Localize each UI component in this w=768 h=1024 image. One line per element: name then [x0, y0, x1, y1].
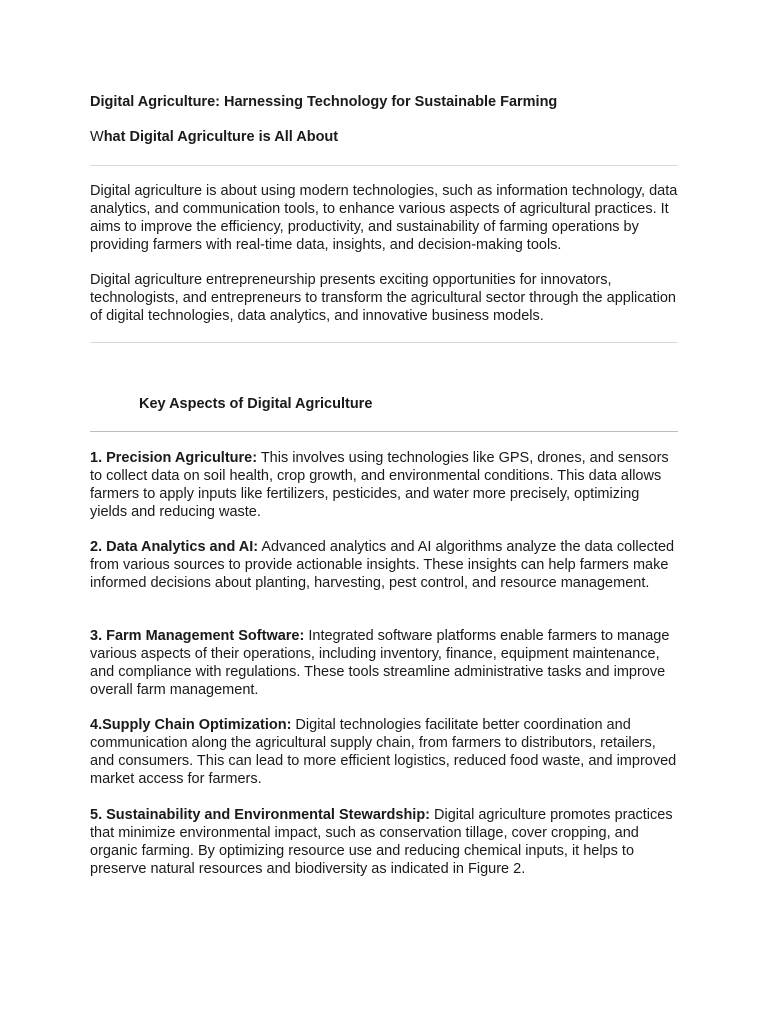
aspect-label: 3. Farm Management Software:: [90, 628, 305, 644]
aspect-item: [90, 627, 680, 699]
aspect-item: [90, 716, 680, 788]
aspect-label: 5. Sustainability and Environmental Stewardship:: [90, 807, 431, 823]
intro-paragraph: Digital agriculture entrepreneurship presents exciting opportunities for innovators, technologists, and entrepreneurs to transform the agricultural sector through the application of digital technologies, data analytics, and innovative business models.: [90, 272, 676, 324]
aspect-label: 2. Data Analytics and AI:: [90, 539, 259, 555]
section-heading: [90, 129, 338, 145]
aspect-item: [90, 449, 680, 521]
document-title: Digital Agriculture: Harnessing Technology for Sustainable Farming: [90, 94, 558, 110]
aspect-label: 4.Supply Chain Optimization:: [90, 717, 292, 733]
divider-key-aspects: [90, 431, 678, 432]
divider-middle: [90, 342, 678, 343]
aspect-text: Advanced analytics and AI algorithms analyze the data collected from various sources to provide actionable insights. These insights can help farmers make informed decisions about planting, harvesting, pest control, and resource management.: [90, 539, 675, 591]
aspect-label: 1. Precision Agriculture:: [90, 450, 258, 466]
section-heading-first-letter: W: [90, 129, 104, 145]
divider-top: [90, 165, 678, 166]
key-aspects-heading: Key Aspects of Digital Agriculture: [139, 396, 373, 412]
intro-paragraph: Digital agriculture is about using modern technologies, such as information technology, data analytics, and communication tools, to enhance various aspects of agricultural practices. It aims to improve the efficiency, productivity, and sustainability of farming operations by providing farmers with real-time data, insights, and decision-making tools.: [90, 183, 678, 253]
aspect-text: Digital agriculture promotes practices that minimize environmental impact, such as conservation tillage, cover cropping, and organic farming. By optimizing resource use and reducing chemical inputs, it helps to preserve natural resources and biodiversity as indicated in Figure 2.: [90, 807, 673, 877]
aspect-item: [90, 538, 680, 592]
aspect-text: This involves using technologies like GPS, drones, and sensors to collect data on soil health, crop growth, and environmental conditions. This data allows farmers to apply inputs like fertilizers, pesticides, and water more precisely, optimizing yields and reducing waste.: [90, 450, 669, 520]
aspect-text: Digital technologies facilitate better coordination and communication along the agricultural supply chain, from farmers to distributors, retailers, and consumers. This can lead to more efficient logistics, reduced food waste, and improved market access for farmers.: [90, 717, 677, 787]
aspect-item: [90, 806, 680, 878]
aspect-text: Integrated software platforms enable farmers to manage various aspects of their operations, including inventory, finance, equipment maintenance, and compliance with regulations. These tools streamline administrative tasks and improve overall farm management.: [90, 628, 670, 698]
section-heading-rest: hat Digital Agriculture is All About: [103, 129, 339, 145]
